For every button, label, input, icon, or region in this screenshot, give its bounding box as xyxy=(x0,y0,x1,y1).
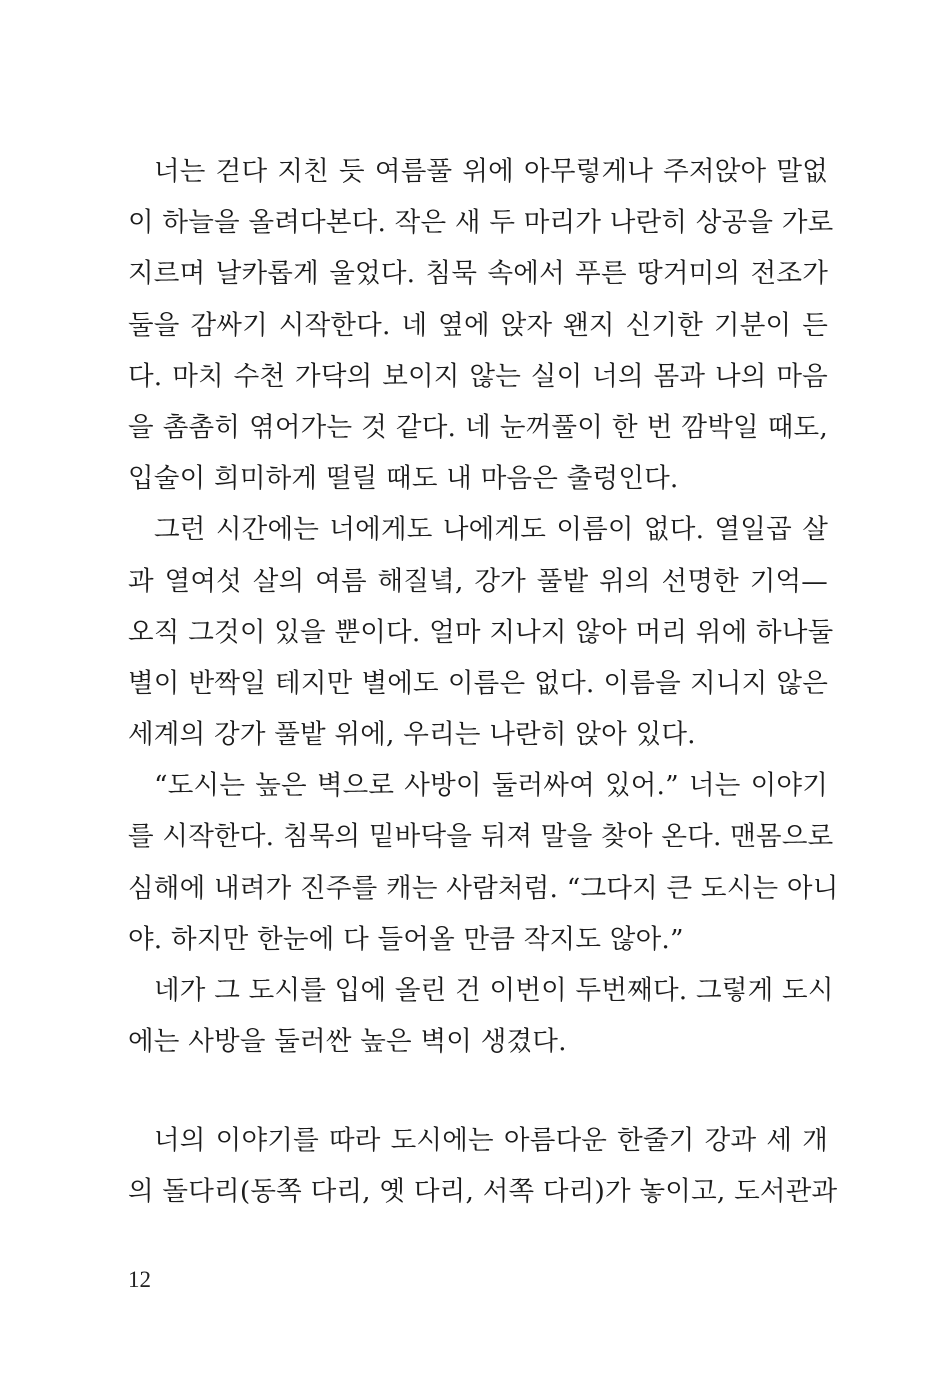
text-line: 과 열여섯 살의 여름 해질녘, 강가 풀밭 위의 선명한 기억— xyxy=(128,565,828,597)
text-line: 다. 마치 수천 가닥의 보이지 않는 실이 너의 몸과 나의 마음 xyxy=(128,360,828,392)
page-number: 12 xyxy=(128,1267,151,1292)
text-line: 이 하늘을 올려다본다. 작은 새 두 마리가 나란히 상공을 가로 xyxy=(128,207,834,239)
text-line: 입술이 희미하게 떨릴 때도 내 마음은 출렁인다. xyxy=(128,463,679,495)
text-line: 야. 하지만 한눈에 다 들어올 만큼 작지도 않아.” xyxy=(128,923,684,955)
text-line: 둘을 감싸기 시작한다. 네 옆에 앉자 왠지 신기한 기분이 든 xyxy=(128,309,828,341)
text-line: 의 돌다리(동쪽 다리, 옛 다리, 서쪽 다리)가 놓이고, 도서관과 xyxy=(128,1176,838,1208)
text-line: “도시는 높은 벽으로 사방이 둘러싸여 있어.” 너는 이야기 xyxy=(154,770,828,802)
text-line: 를 시작한다. 침묵의 밑바닥을 뒤져 말을 찾아 온다. 맨몸으로 xyxy=(128,821,834,853)
text-line: 오직 그것이 있을 뿐이다. 얼마 지나지 않아 머리 위에 하나둘 xyxy=(128,616,834,648)
text-line: 그런 시간에는 너에게도 나에게도 이름이 없다. 열일곱 살 xyxy=(154,514,828,546)
text-line: 너의 이야기를 따라 도시에는 아름다운 한줄기 강과 세 개 xyxy=(154,1125,828,1156)
text-line: 별이 반짝일 테지만 별에도 이름은 없다. 이름을 지니지 않은 xyxy=(128,667,828,699)
body-text-section-1 xyxy=(128,146,839,1067)
text-line: 네가 그 도시를 입에 올린 건 이번이 두번째다. 그렇게 도시 xyxy=(154,975,834,1006)
text-line: 심해에 내려가 진주를 캐는 사람처럼. “그다지 큰 도시는 아니 xyxy=(128,872,839,904)
text-line: 에는 사방을 둘러싼 높은 벽이 생겼다. xyxy=(128,1026,567,1058)
text-line: 세계의 강가 풀밭 위에, 우리는 나란히 앉아 있다. xyxy=(128,719,696,751)
text-line: 너는 걷다 지친 듯 여름풀 위에 아무렇게나 주저앉아 말없 xyxy=(154,156,828,187)
body-text-section-2 xyxy=(128,1115,838,1217)
text-line: 을 촘촘히 엮어가는 것 같다. 네 눈꺼풀이 한 번 깜박일 때도, xyxy=(128,411,828,443)
text-line: 지르며 날카롭게 울었다. 침묵 속에서 푸른 땅거미의 전조가 xyxy=(128,258,828,290)
